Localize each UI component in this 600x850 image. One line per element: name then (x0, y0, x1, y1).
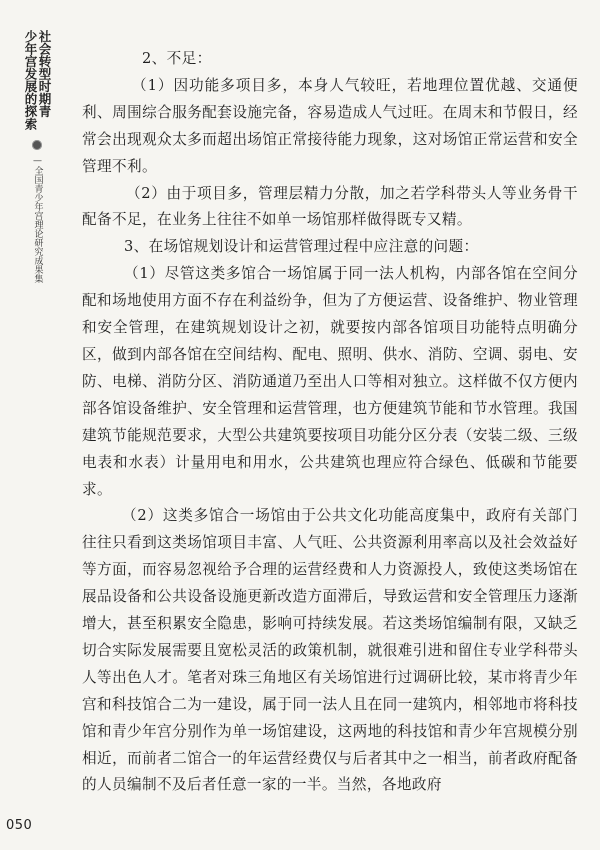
page-body (82, 46, 578, 799)
book-subtitle-vertical: —全国青少年宫理论研究成果集 (32, 156, 43, 283)
section-heading-2: 2、不足： (142, 50, 212, 67)
book-title-line-1: 社会转型时期青 (37, 30, 52, 118)
running-head-sidebar (23, 30, 52, 283)
page-number: 050 (6, 818, 33, 833)
paragraph-4: （2）这类多馆合一场馆由于公共文化功能高度集中，政府有关部门往往只看到这类场馆项目丰富、人气旺、公共资源利用率高以及社会效益好等方面，而容易忽视给予合理的运营经费和人力资源投人，致使这类场馆在展品设备和公共设备设施更新改造方面滞后，导致运营和安全管理压力逐渐增大，甚至积累安全隐患，影响可持续发展。若这类场馆编制有限，又缺乏切合实际发展需要且宽松灵活的政策机制，就很难引进和留住专业学科带头人等出色人才。笔者对珠三角地区有关场馆进行过调研比较，某市将青少年宫和科技馆合二为一建设，属于同一法人且在同一建筑内，相邻地市将科技馆和青少年宫分别作为单一场馆建设，这两地的科技馆和青少年宫规模分别相近，而前者二馆合一的年运营经费仅与后者其中之一相当，前者政府配备的人员编制不及后者任意一家的一半。当然，各地政府 (82, 507, 578, 794)
section-heading-3: 3、在场馆规划设计和运营管理过程中应注意的问题： (124, 238, 479, 256)
book-title-line-2: 少年宫发展的探索 (23, 30, 38, 130)
paragraph-2: （2）由于项目多，管理层精力分散，加之若学科带头人等业务骨干配备不足，在业务上往往不如单一场馆那样做得既专又精。 (82, 184, 578, 229)
paragraph-3: （1）尽管这类多馆合一场馆属于同一法人机构，内部各馆在空间分配和场地使用方面不存在利益纷争，但为了方便运营、设备维护、物业管理和安全管理，在建筑规划设计之初，就要按内部各馆项目功能特点明确分区，做到内部各馆在空间结构、配电、照明、供水、消防、空调、弱电、安防、电梯、消防分区、消防通道乃至出人口等相对独立。这样做不仅方便内部各馆设备维护、安全管理和运营管理，也方便建筑节能和节水管理。我国建筑节能规范要求，大型公共建筑要按项目功能分区分表（安装二级、三级电表和水表）计量用电和用水，公共建筑也理应符合绿色、低碳和节能要求。 (82, 265, 578, 498)
emblem-icon (32, 140, 42, 150)
paragraph-1: （1）因功能多项目多，本身人气较旺，若地理位置优越、交通便利、周围综合服务配套设施完备，容易造成人气过旺。在周末和节假日，经常会出现观众太多而超出场馆正常接待能力现象，这对场馆正常运营和安全管理不利。 (82, 76, 578, 175)
book-title-vertical (23, 30, 51, 130)
